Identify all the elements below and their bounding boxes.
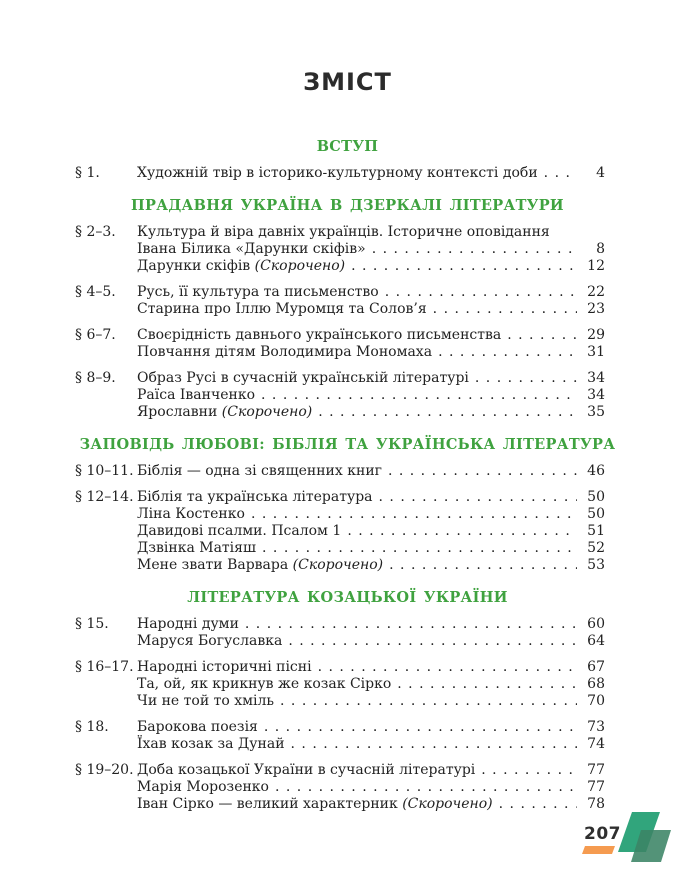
paragraph-number: § 6–7.: [75, 327, 116, 343]
dot-leader: [385, 284, 577, 301]
toc-block: [75, 616, 605, 650]
page-ref: 60: [587, 616, 605, 632]
dot-leader: [351, 258, 577, 275]
entry-title: Старина про Іллю Муромця та Солов’я: [137, 301, 427, 317]
entry-title-italic: (Скорочено): [221, 404, 313, 420]
entry-title: Ліна Костенко: [137, 506, 245, 522]
page-ref: 34: [587, 387, 605, 403]
paragraph-number: § 15.: [75, 616, 109, 632]
toc-block: [75, 165, 605, 182]
paragraph-number: § 18.: [75, 719, 109, 735]
entry-title: Біблія — одна зі священних книг: [137, 463, 382, 479]
page-ref: 78: [587, 796, 605, 812]
entry-title: Ярославни (Скорочено): [137, 404, 313, 420]
toc-entry-row: [75, 284, 605, 301]
entry-title: Русь, її культура та письменство: [137, 284, 379, 300]
page-ref: 23: [587, 301, 605, 317]
toc-entry-row: [75, 224, 605, 241]
dot-leader: [507, 327, 577, 344]
dot-leader: [379, 489, 577, 506]
dot-leader: [245, 616, 577, 633]
entry-title: Іван Сірко — великий характерник (Скорочено): [137, 796, 493, 812]
dot-leader: [251, 506, 577, 523]
dot-leader: [544, 165, 577, 182]
page-ref: 51: [587, 523, 605, 539]
toc-entry-row: [75, 719, 605, 736]
dot-leader: [438, 344, 577, 361]
page-ref: 73: [587, 719, 605, 735]
dot-leader: [347, 523, 577, 540]
page-title: ЗМІСТ: [303, 68, 392, 96]
entry-title: Дзвінка Матіяш: [137, 540, 257, 556]
entry-title: Маруся Богуславка: [137, 633, 283, 649]
entry-title: Доба козацької України в сучасній літературі: [137, 762, 476, 778]
entry-title: Біблія та українська література: [137, 489, 373, 505]
section-heading: ВСТУП: [316, 138, 379, 155]
entry-title: Народні думи: [137, 616, 239, 632]
dot-leader: [475, 370, 577, 387]
page-ref: 67: [587, 659, 605, 675]
entry-title: Барокова поезія: [137, 719, 258, 735]
toc-entry-row: [75, 301, 605, 318]
toc-entry-row: [75, 540, 605, 557]
toc-entry-row: [75, 779, 605, 796]
toc-block: [75, 762, 605, 813]
toc-entry-row: [75, 523, 605, 540]
table-of-contents: [75, 138, 616, 813]
dot-leader: [318, 659, 577, 676]
dot-leader: [397, 676, 577, 693]
entry-title: Художній твір в історико-культурному контексті доби: [137, 165, 538, 181]
page-ref: 8: [596, 241, 605, 257]
page-ref: 77: [587, 762, 605, 778]
paragraph-number: § 10–11.: [75, 463, 134, 479]
entry-title: Повчання дітям Володимира Мономаха: [137, 344, 433, 360]
dot-leader: [291, 736, 577, 753]
page-ref: 29: [587, 327, 605, 343]
page-ref: 46: [587, 463, 605, 479]
toc-entry-row: [75, 489, 605, 506]
entry-title: Своєрідність давнього українського письменства: [137, 327, 502, 343]
paragraph-number: § 8–9.: [75, 370, 116, 386]
dot-leader: [389, 557, 577, 574]
dot-leader: [280, 693, 577, 710]
dot-leader: [372, 241, 577, 258]
entry-title: Дарунки скіфів (Скорочено): [137, 258, 346, 274]
paragraph-number: § 12–14.: [75, 489, 134, 505]
entry-title: Їхав козак за Дунай: [137, 736, 285, 752]
entry-title: Марія Морозенко: [137, 779, 269, 795]
paragraph-number: § 1.: [75, 165, 100, 181]
toc-entry-row: [75, 616, 605, 633]
section-heading: ЗАПОВІДЬ ЛЮБОВІ: БІБЛІЯ ТА УКРАЇНСЬКА ЛІТЕРАТУРА: [79, 436, 616, 453]
entry-title: Мене звати Варвара (Скорочено): [137, 557, 384, 573]
entry-title: Чи не той то хміль: [137, 693, 275, 709]
dot-leader: [499, 796, 577, 813]
dot-leader: [288, 633, 577, 650]
entry-title-italic: (Скорочено): [254, 258, 346, 274]
entry-title: Та, ой, як крикнув же козак Сірко: [137, 676, 392, 692]
page-ref: 12: [587, 258, 605, 274]
toc-entry-row: [75, 736, 605, 753]
dot-leader: [318, 404, 577, 421]
paragraph-number: § 2–3.: [75, 224, 116, 240]
paragraph-number: § 4–5.: [75, 284, 116, 300]
page-ref: 68: [587, 676, 605, 692]
section-heading: ЛІТЕРАТУРА КОЗАЦЬКОЇ УКРАЇНИ: [187, 589, 508, 606]
toc-entry-row: [75, 370, 605, 387]
page-ref: 34: [587, 370, 605, 386]
page-ref: 77: [587, 779, 605, 795]
toc-entry-row: [75, 387, 605, 404]
entry-title: Культура й віра давніх українців. Історичне оповідання: [137, 224, 550, 240]
toc-block: [75, 489, 605, 574]
toc-entry-row: [75, 327, 605, 344]
page-ref: 22: [587, 284, 605, 300]
toc-entry-row: [75, 506, 605, 523]
entry-title: Образ Русі в сучасній українській літературі: [137, 370, 469, 386]
page-ref: 4: [596, 165, 605, 181]
dot-leader: [433, 301, 577, 318]
toc-block: [75, 659, 605, 710]
toc-entry-row: [75, 659, 605, 676]
dot-leader: [388, 463, 577, 480]
page-ref: 70: [587, 693, 605, 709]
dot-leader: [275, 779, 577, 796]
dot-leader: [481, 762, 577, 779]
toc-entry-row: [75, 344, 605, 361]
page-ref: 64: [587, 633, 605, 649]
entry-title-italic: (Скорочено): [402, 796, 493, 812]
section-heading: ПРАДАВНЯ УКРАЇНА В ДЗЕРКАЛІ ЛІТЕРАТУРИ: [131, 197, 564, 214]
toc-entry-row: [75, 463, 605, 480]
toc-block: [75, 224, 605, 275]
toc-block: [75, 284, 605, 318]
toc-entry-row: [75, 633, 605, 650]
toc-entry-row: [75, 404, 605, 421]
toc-entry-row: [75, 258, 605, 275]
page-number: 207: [584, 824, 621, 844]
toc-block: [75, 370, 605, 421]
toc-entry-row: [75, 676, 605, 693]
toc-entry-row: [75, 557, 605, 574]
entry-title-italic: (Скорочено): [292, 557, 384, 573]
entry-title: Давидові псалми. Псалом 1: [137, 523, 342, 539]
toc-entry-row: [75, 796, 605, 813]
toc-block: [75, 463, 605, 480]
page-ref: 50: [587, 489, 605, 505]
toc-entry-row: [75, 762, 605, 779]
dot-leader: [262, 540, 577, 557]
toc-entry-row: [75, 693, 605, 710]
page-ref: 74: [587, 736, 605, 752]
toc-block: [75, 719, 605, 753]
page-ref: 53: [587, 557, 605, 573]
toc-entry-row: [75, 165, 605, 182]
toc-entry-row: [75, 241, 605, 258]
toc-block: [75, 327, 605, 361]
dot-leader: [261, 387, 577, 404]
page-ref: 35: [587, 404, 605, 420]
paragraph-number: § 19–20.: [75, 762, 134, 778]
logo-parallelogram-orange: [582, 846, 615, 854]
entry-title: Івана Білика «Дарунки скіфів»: [137, 241, 366, 257]
page-ref: 31: [587, 344, 605, 360]
paragraph-number: § 16–17.: [75, 659, 134, 675]
entry-title: Раїса Іванченко: [137, 387, 256, 403]
entry-title: Народні історичні пісні: [137, 659, 312, 675]
dot-leader: [264, 719, 577, 736]
page-ref: 50: [587, 506, 605, 522]
page-ref: 52: [587, 540, 605, 556]
